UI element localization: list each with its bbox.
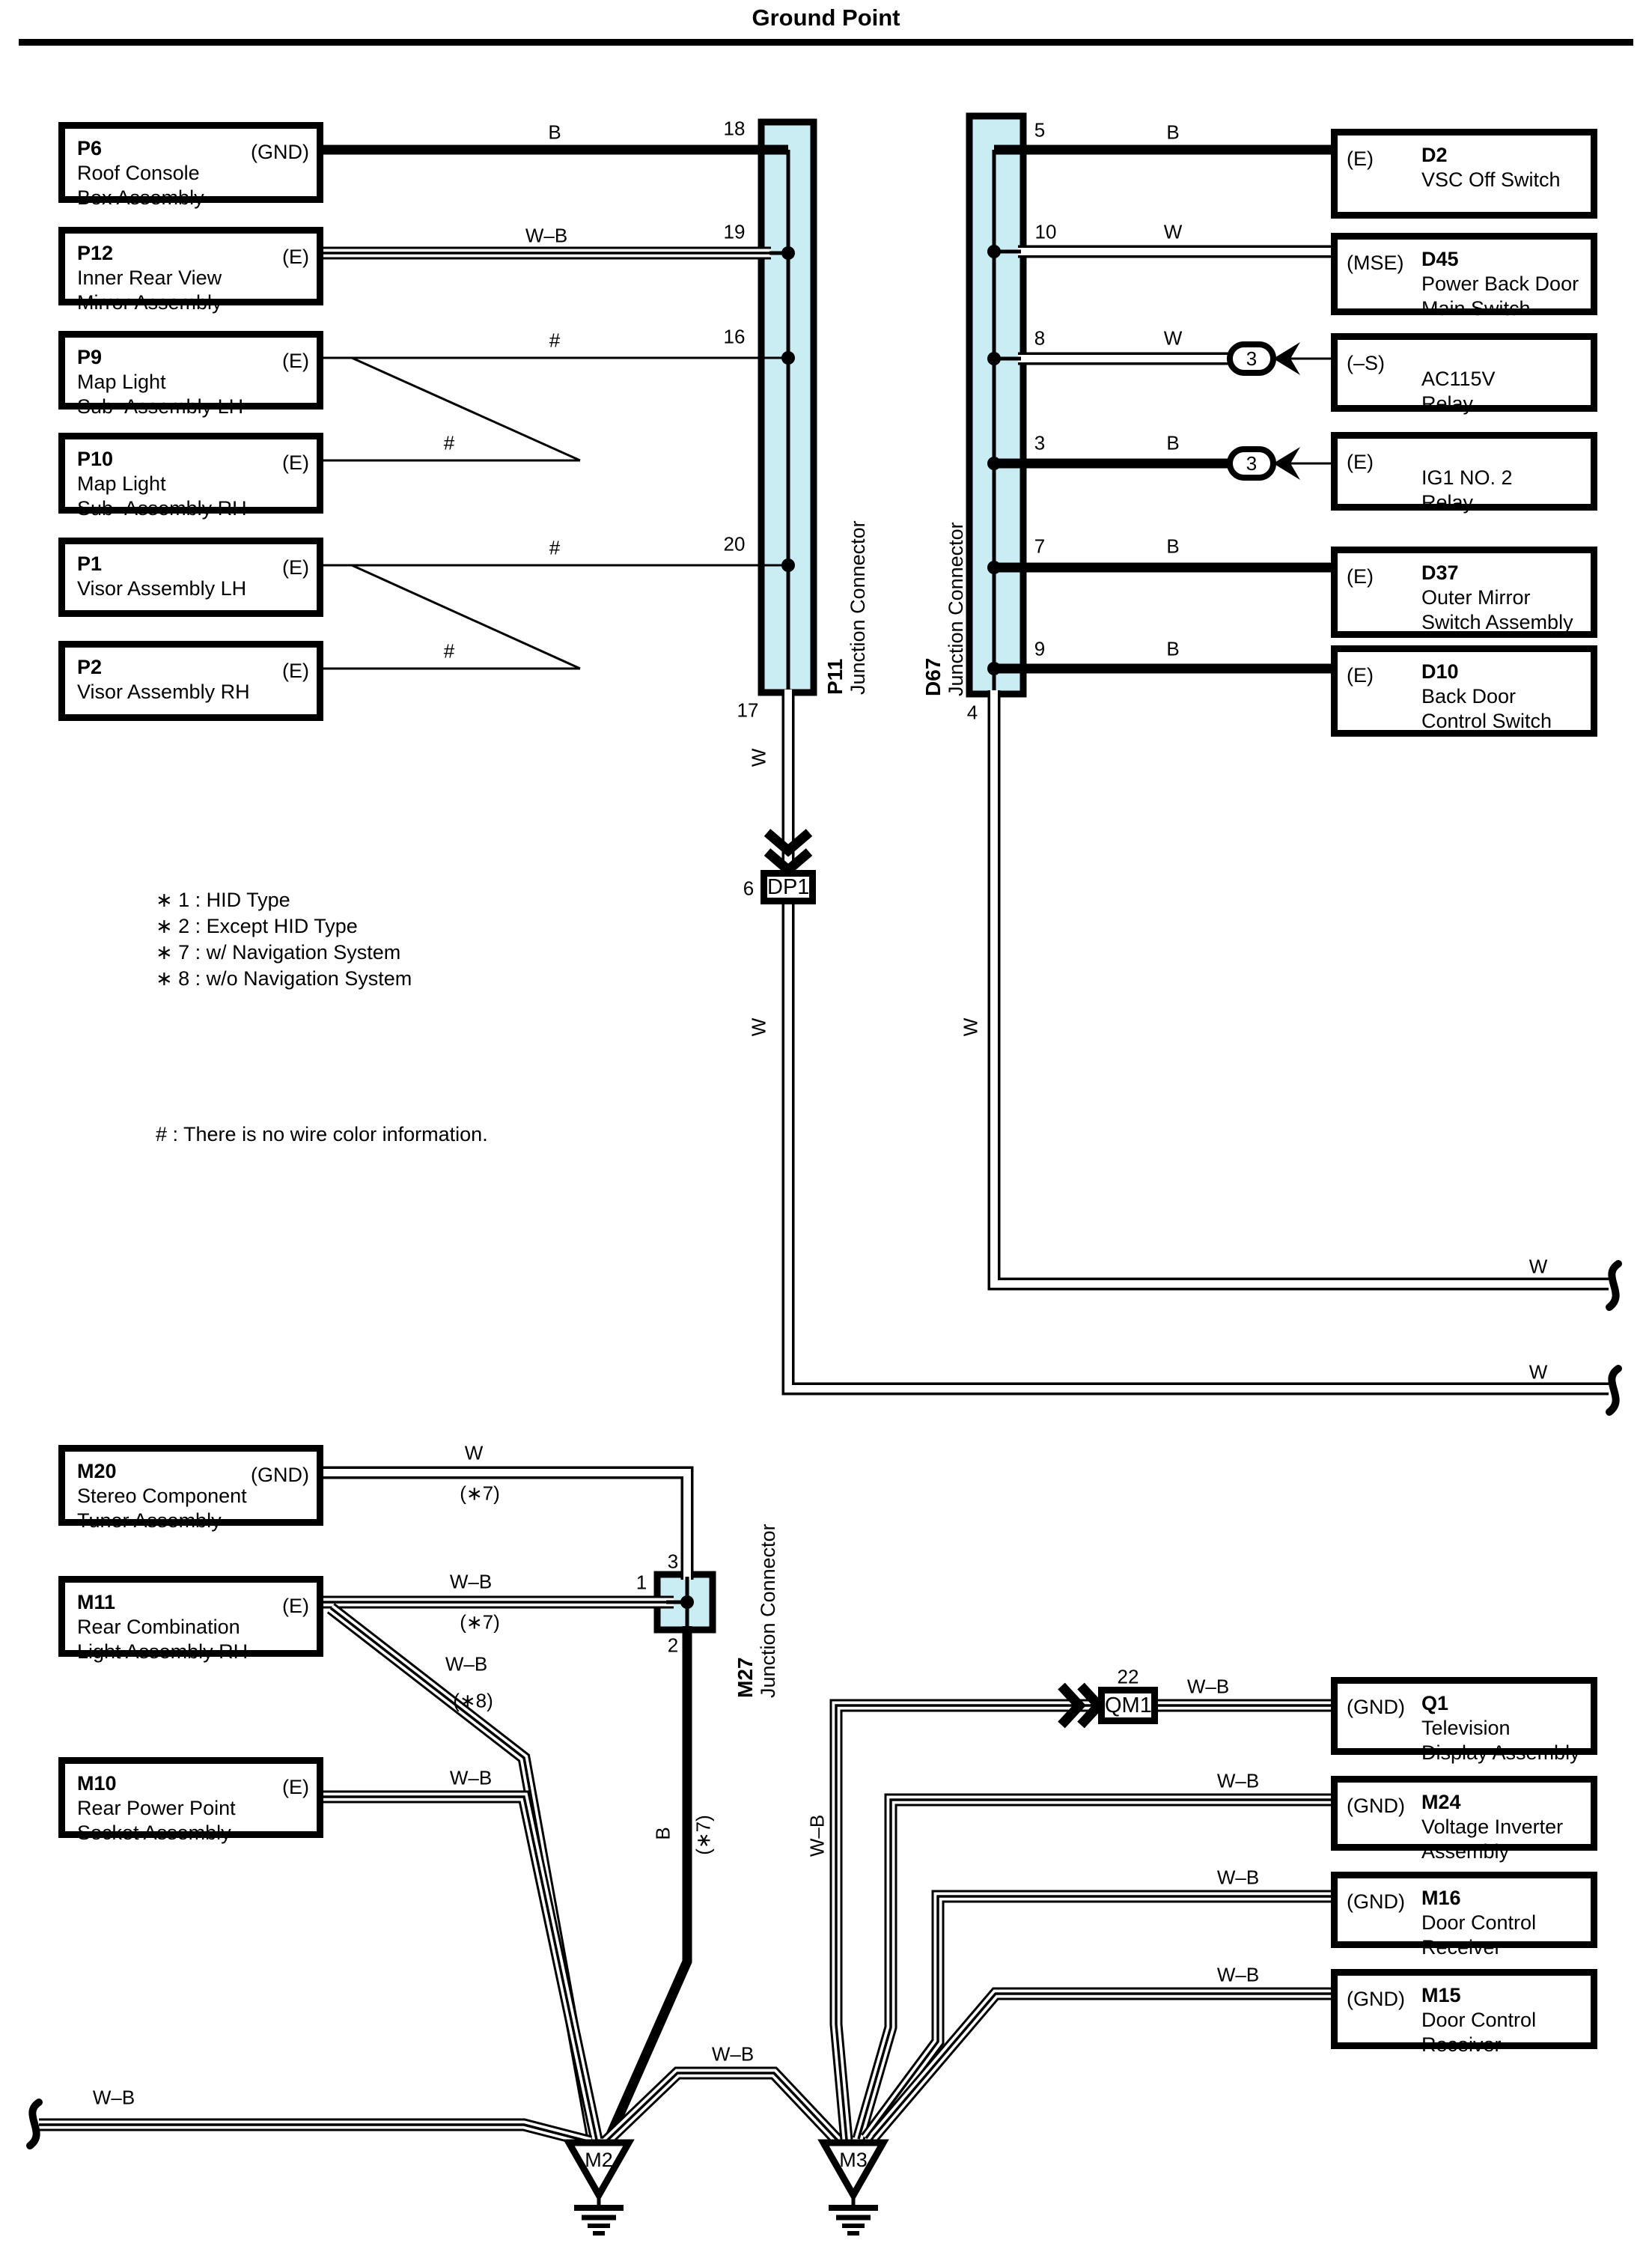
component-name-line: Sub–Assembly RH [77, 497, 247, 520]
junction-id: D67 [921, 657, 945, 696]
wire-label-B: B [1166, 121, 1180, 144]
component-name-line: Receiver [1421, 1936, 1502, 1959]
component-id: M24 [1421, 1791, 1461, 1813]
component-text [77, 136, 204, 210]
wire-label-8: 8 [1034, 326, 1046, 350]
component-id: M20 [77, 1460, 117, 1482]
connector-tag: (E) [282, 1776, 309, 1798]
junction-caption-D67 [921, 522, 968, 696]
component-box-P10 [58, 433, 323, 520]
wire-label-WB: W–B [525, 224, 568, 247]
connector-tag: (E) [282, 660, 309, 682]
component-text [1421, 1691, 1580, 1765]
wire-label-4: 4 [966, 701, 978, 724]
ground-label-M3: M3 [839, 2149, 868, 2171]
component-box-D37 [1331, 547, 1597, 638]
connector-tag: (GND) [251, 141, 309, 163]
wire-label-WB: W–B [449, 1570, 493, 1593]
component-name-line: Inner Rear View [77, 267, 222, 289]
component-text [1421, 561, 1573, 635]
component-box-AC115V [1331, 333, 1597, 415]
junction-id: P11 [823, 658, 847, 695]
note-line: ∗ 1 : HID Type [156, 889, 290, 911]
wire-label-B: B [1166, 535, 1180, 558]
component-name-line: Switch Assembly [1421, 611, 1573, 633]
junction-name: Junction Connector [847, 520, 869, 695]
wire-label-: # [443, 431, 455, 454]
component-name-line: Light Assembly RH [77, 1640, 249, 1663]
component-text [1421, 660, 1552, 734]
variant-notes [156, 887, 412, 992]
connector-tag: (E) [282, 350, 309, 372]
connector-tag: (GND) [251, 1464, 309, 1486]
component-name-line: Door Control [1421, 2009, 1537, 2031]
wire-label-W: W [1163, 326, 1183, 350]
wire-label-8: (∗8) [453, 1689, 493, 1712]
wire-color-note: # : There is no wire color information. [156, 1123, 488, 1145]
wire-label-22: 22 [1117, 1665, 1139, 1688]
connector-tag: (MSE) [1347, 252, 1404, 274]
component-box-M15 [1331, 1969, 1597, 2056]
component-name-line: Television [1421, 1717, 1511, 1739]
connector-tag: (GND) [1347, 1696, 1405, 1718]
note-line: ∗ 2 : Except HID Type [156, 915, 358, 937]
component-name-line: Roof Console [77, 162, 200, 184]
component-box-M11 [58, 1576, 323, 1663]
wire-label-7: (∗7) [460, 1610, 500, 1634]
wire-label-W: W [747, 748, 770, 767]
wire-label-W: W [464, 1441, 484, 1464]
wire-label-WB: W–B [805, 1814, 829, 1857]
connector-tag: (E) [1347, 565, 1374, 588]
component-name-line: Control Switch [1421, 710, 1552, 732]
component-id: P12 [77, 242, 114, 264]
wire-label-: # [549, 536, 561, 559]
component-id: Q1 [1421, 1692, 1449, 1714]
connector-tag: (E) [282, 556, 309, 579]
component-text [1421, 1983, 1536, 2057]
component-id: P10 [77, 448, 114, 470]
component-name-line: Map Light [77, 371, 166, 393]
component-id: P6 [77, 137, 103, 159]
junction-caption-M27 [734, 1524, 780, 1698]
component-text [1421, 247, 1579, 321]
wire-label-B: B [1166, 637, 1180, 660]
component-name-line: Relay [1421, 392, 1474, 415]
wire-label-3: 3 [1034, 431, 1046, 454]
component-id: D10 [1421, 660, 1459, 683]
component-name-line: Visor Assembly RH [77, 681, 250, 703]
note-line: ∗ 7 : w/ Navigation System [156, 941, 401, 964]
wire-label-17: 17 [737, 699, 759, 722]
component-box-D2 [1331, 129, 1597, 219]
component-name-line: Door Control [1421, 1911, 1537, 1934]
junction-name: Junction Connector [945, 522, 967, 696]
connector-tag: (E) [1347, 664, 1374, 687]
wire-label-: # [443, 639, 455, 663]
component-name-line: Back Door [1421, 685, 1517, 707]
ground-label-M2: M2 [585, 2149, 613, 2171]
wire-label-W: W [1528, 1360, 1548, 1384]
component-name-line: Display Assembly [1421, 1741, 1580, 1764]
component-name-line: Relay [1421, 491, 1474, 514]
component-text [77, 552, 246, 601]
component-text [77, 447, 247, 521]
component-name-line: Voltage Inverter [1421, 1816, 1564, 1838]
title-rule [19, 39, 1633, 46]
wire-label-7: 7 [1034, 535, 1046, 558]
component-text [1421, 143, 1561, 192]
component-name-line: Sub–Assembly LH [77, 395, 244, 418]
component-text [77, 1590, 248, 1664]
component-text [77, 345, 243, 419]
wire-label-WB: W–B [449, 1766, 493, 1789]
component-name-line: Map Light [77, 472, 166, 495]
component-box-P2 [58, 641, 323, 721]
relay-pin-number: 3 [1246, 347, 1258, 370]
wire-label-W: W [1528, 1255, 1548, 1278]
component-text [1421, 446, 1513, 515]
wire-label-10: 10 [1034, 220, 1057, 243]
component-text [77, 1459, 247, 1533]
component-name-line: Outer Mirror [1421, 586, 1531, 609]
connector-tag: (GND) [1347, 1988, 1405, 2010]
wire-label-W: W [959, 1017, 982, 1037]
component-box-P9 [58, 331, 323, 418]
component-name-line: Box Assembly [77, 186, 204, 209]
component-name-line: Rear Power Point [77, 1797, 236, 1819]
wire-label-WB: W–B [1186, 1675, 1230, 1698]
component-id: P1 [77, 553, 103, 575]
component-text [1421, 347, 1496, 416]
component-name-line: Stereo Component [77, 1485, 247, 1507]
component-box-D10 [1331, 645, 1597, 737]
component-text [1421, 1790, 1563, 1864]
page-title: Ground Point [752, 4, 900, 31]
wire-label-16: 16 [723, 325, 746, 348]
connector-tag: (–S) [1347, 352, 1386, 374]
wire-label-7: (∗7) [692, 1815, 715, 1855]
connector-tag: (E) [1347, 451, 1374, 473]
connector-tag: (E) [282, 1595, 309, 1617]
component-id: D2 [1421, 144, 1448, 166]
component-box-IG1-NO-2 [1331, 432, 1597, 514]
note-line: ∗ 8 : w/o Navigation System [156, 967, 412, 990]
wire-label-WB: W–B [1216, 1866, 1260, 1889]
component-name-line: Power Back Door [1421, 273, 1579, 295]
junction-caption-P11 [823, 520, 870, 695]
component-id: M11 [77, 1591, 116, 1613]
component-name-line: Mirror Assembly [77, 291, 222, 314]
wire-label-19: 19 [723, 220, 746, 243]
component-name-line: Main Switch [1421, 297, 1531, 320]
wire-label-9: 9 [1034, 637, 1046, 660]
wire-label-1: 1 [635, 1571, 647, 1594]
inline-connector-DP1: DP1 [761, 870, 816, 904]
wire-label-18: 18 [723, 117, 746, 140]
component-name-line: Socket Assembly [77, 1822, 231, 1844]
component-box-Q1 [1331, 1677, 1597, 1764]
connector-tag: (E) [1347, 147, 1374, 170]
component-box-P12 [58, 227, 323, 314]
component-name-line: VSC Off Switch [1421, 168, 1561, 191]
wire-label-2: 2 [667, 1634, 679, 1657]
component-text [77, 241, 222, 315]
component-text [77, 1771, 236, 1845]
component-box-D45 [1331, 233, 1597, 320]
connector-tag: (E) [282, 451, 309, 474]
junction-id: M27 [734, 1657, 757, 1698]
connector-tag: (GND) [1347, 1890, 1405, 1913]
wire-label-WB: W–B [711, 2042, 755, 2066]
wire-label-: # [549, 329, 561, 352]
wire-label-B: B [548, 121, 561, 144]
wire-label-B: B [1166, 431, 1180, 454]
component-id: P9 [77, 346, 103, 368]
component-box-M24 [1331, 1776, 1597, 1863]
wire-label-B: B [651, 1827, 674, 1840]
wire-label-6: 6 [743, 877, 755, 900]
inline-connector-QM1: QM1 [1098, 1687, 1158, 1724]
component-name-line: IG1 NO. 2 [1421, 466, 1513, 489]
wire-label-5: 5 [1034, 118, 1046, 141]
connector-tag: (E) [282, 246, 309, 268]
component-id: P2 [77, 656, 103, 678]
component-id: D37 [1421, 562, 1459, 584]
component-box-P1 [58, 538, 323, 617]
component-box-M16 [1331, 1872, 1597, 1959]
component-name-line: Visor Assembly LH [77, 577, 247, 600]
wire-label-W: W [747, 1017, 770, 1037]
wire-label-3: 3 [667, 1550, 679, 1573]
wire-label-W: W [1163, 220, 1183, 243]
wire-label-WB: W–B [445, 1652, 488, 1676]
component-box-M10 [58, 1757, 323, 1844]
component-id: M16 [1421, 1887, 1461, 1909]
component-id: D45 [1421, 248, 1459, 270]
relay-pin-number: 3 [1246, 452, 1258, 475]
component-text [1421, 1886, 1536, 1960]
wire-label-20: 20 [723, 532, 746, 556]
wire-label-WB: W–B [1216, 1963, 1260, 1986]
wire-label-WB: W–B [1216, 1769, 1260, 1792]
connector-tag: (GND) [1347, 1795, 1405, 1817]
component-id: M10 [77, 1772, 117, 1795]
component-id: M15 [1421, 1984, 1461, 2006]
component-name-line: Rear Combination [77, 1616, 240, 1638]
component-name-line: Tuner Assembly [77, 1509, 222, 1532]
wire-label-WB: W–B [92, 2086, 135, 2109]
component-box-P6 [58, 122, 323, 209]
wire-label-7: (∗7) [460, 1482, 500, 1505]
component-box-M20 [58, 1445, 323, 1532]
component-text [77, 655, 250, 704]
component-name-line: AC115V [1421, 368, 1496, 390]
junction-name: Junction Connector [757, 1524, 779, 1698]
component-name-line: Assembly [1421, 1840, 1510, 1863]
component-name-line: Receiver [1421, 2033, 1502, 2056]
